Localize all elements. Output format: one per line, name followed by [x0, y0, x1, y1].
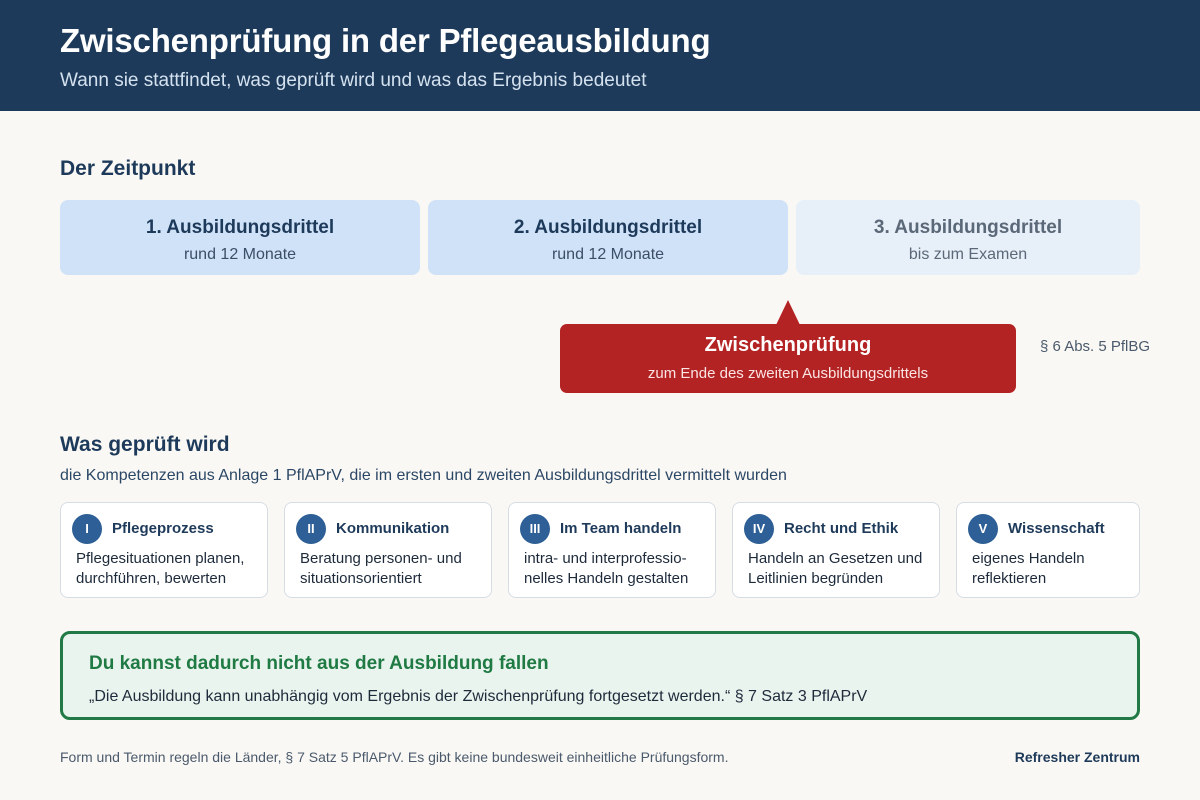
roman-numeral-badge: I	[72, 514, 102, 544]
competency-name: Im Team handeln	[560, 520, 682, 537]
timing-heading: Der Zeitpunkt	[60, 157, 196, 180]
phase-duration: bis zum Examen	[908, 246, 1028, 263]
phase-title: 1. Ausbildungsdrittel	[145, 217, 335, 238]
competency-name: Recht und Ethik	[784, 520, 899, 537]
exam-callout	[560, 324, 1016, 393]
competency-name: Pflegeprozess	[112, 520, 214, 537]
notice-quote: „Die Ausbildung kann unabhängig vom Ergebnis der Zwischenprüfung fortgesetzt werden.“ § 7 Satz 3 PflAPrV	[89, 688, 868, 705]
competency-description: intra- und interprofessio- nelles Handeln gestalten	[524, 550, 689, 587]
law-reference: § 6 Abs. 5 PflBG	[1040, 338, 1151, 355]
competencies-lead: die Kompetenzen aus Anlage 1 PflAPrV, die im ersten und zweiten Ausbildungsdrittel vermittelt wurden	[60, 467, 787, 484]
roman-numeral-badge: II	[296, 514, 326, 544]
competency-name: Kommunikation	[336, 520, 450, 537]
page-subtitle: Wann sie stattfindet, was geprüft wird und was das Ergebnis bedeutet	[60, 70, 647, 91]
phase-card-2	[428, 200, 788, 275]
competency-card-3	[508, 502, 716, 598]
phase-card-1	[60, 200, 420, 275]
footer-note: Form und Termin regeln die Länder, § 7 Satz 5 PflAPrV. Es gibt keine bundesweit einheitliche Prüfungsform.	[60, 749, 729, 765]
reassurance-notice	[60, 631, 1140, 720]
competency-description: Handeln an Gesetzen und Leitlinien begründen	[748, 550, 923, 587]
competency-description: eigenes Handeln reflektieren	[972, 550, 1085, 587]
callout-pointer	[776, 300, 800, 325]
phase-card-3	[796, 200, 1140, 275]
roman-numeral-badge: IV	[744, 514, 774, 544]
phase-title: 3. Ausbildungsdrittel	[873, 217, 1063, 238]
roman-numeral-badge: III	[520, 514, 550, 544]
competency-description: Pflegesituationen planen, durchführen, bewerten	[76, 550, 245, 587]
callout-subtitle: zum Ende des zweiten Ausbildungsdrittels	[647, 365, 929, 382]
competency-description: Beratung personen- und situationsorientiert	[300, 550, 462, 587]
competency-card-5	[956, 502, 1140, 598]
phase-duration: rund 12 Monate	[551, 246, 665, 263]
brand-name: Refresher Zentrum	[1014, 749, 1140, 765]
callout-title: Zwischenprüfung	[704, 334, 872, 356]
competency-card-2	[284, 502, 492, 598]
phase-duration: rund 12 Monate	[183, 246, 297, 263]
competencies-heading: Was geprüft wird	[60, 433, 230, 456]
page-header	[0, 0, 1200, 111]
competency-card-1	[60, 502, 268, 598]
page-title: Zwischenprüfung in der Pflegeausbildung	[60, 22, 711, 59]
phase-title: 2. Ausbildungsdrittel	[513, 217, 703, 238]
notice-title: Du kannst dadurch nicht aus der Ausbildung fallen	[89, 653, 549, 674]
competency-card-4	[732, 502, 940, 598]
competency-name: Wissenschaft	[1008, 520, 1105, 537]
roman-numeral-badge: V	[968, 514, 998, 544]
